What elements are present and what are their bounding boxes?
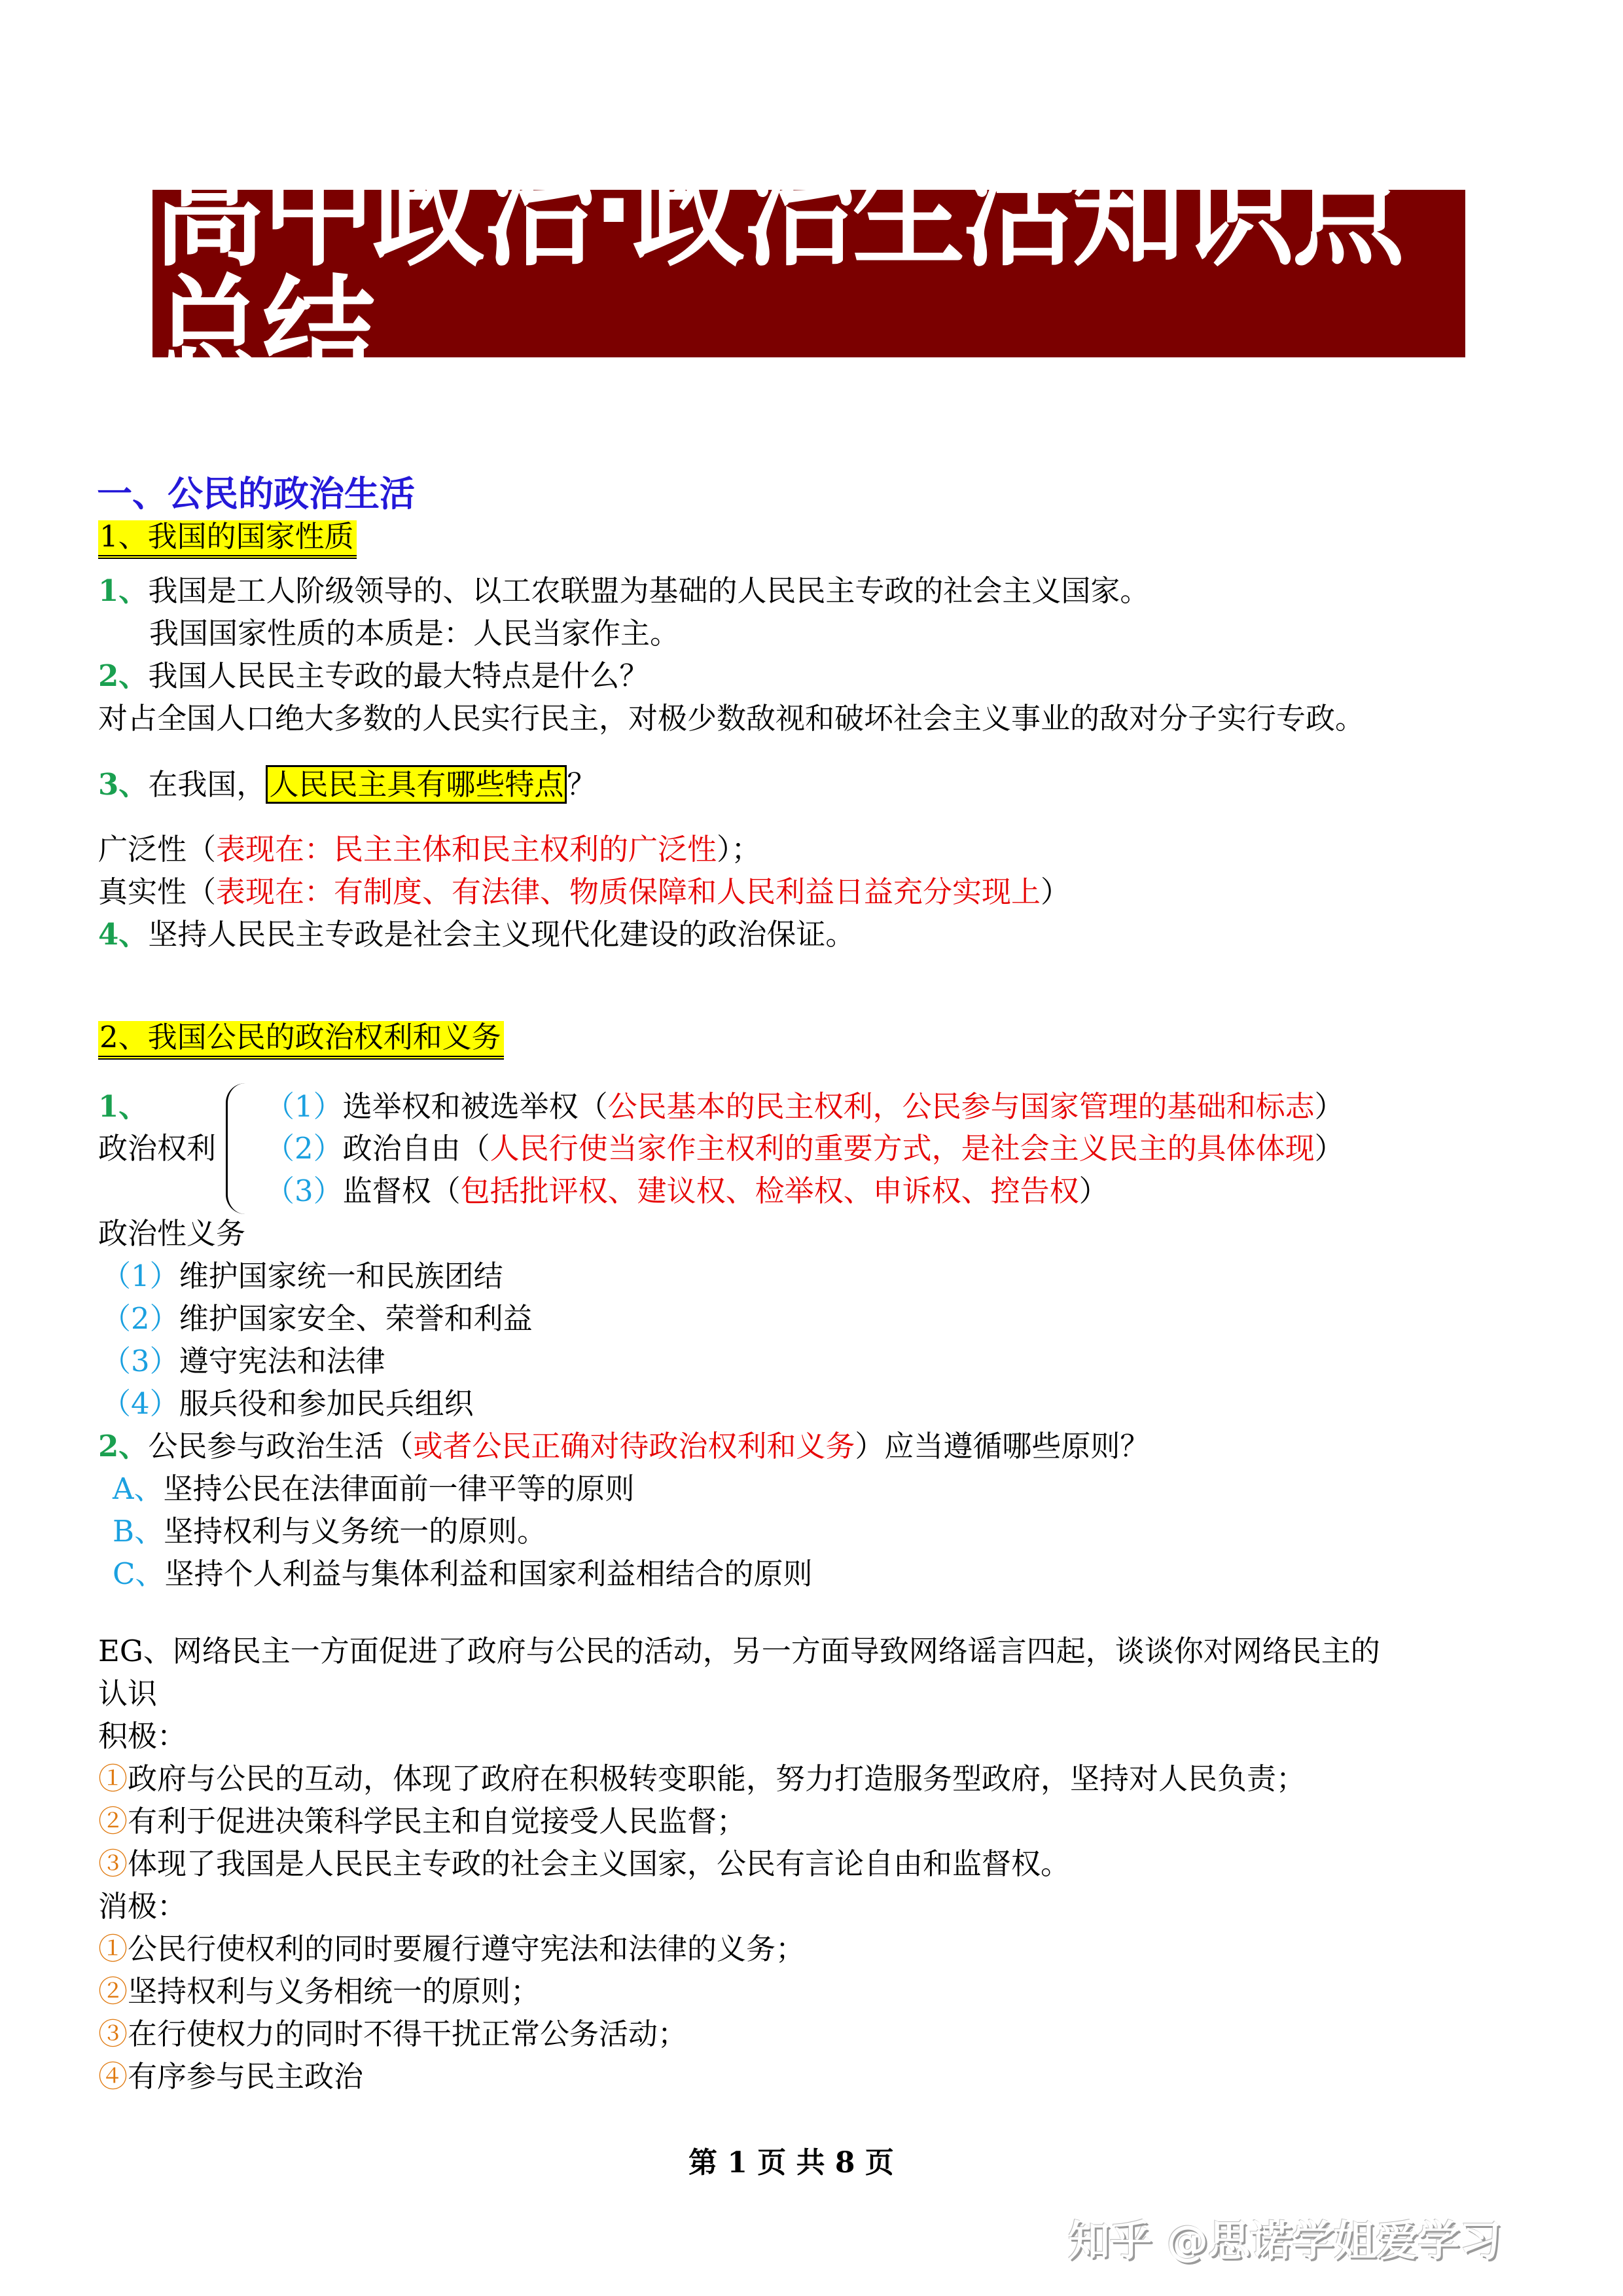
circled-number-icon: ②: [98, 1974, 128, 2009]
right-item: [265, 1176, 1109, 1206]
example-question-line2: 认识: [98, 1676, 158, 1711]
principle-text: 坚持个人利益与集体利益和国家利益相结合的原则: [164, 1556, 813, 1591]
feature-label: 广泛性（: [98, 832, 217, 867]
positive-item: [98, 1846, 1071, 1881]
right-detail: 包括批评权、建议权、检举权、申诉权、控告权: [460, 1174, 1079, 1208]
item-text: 公民行使权利的同时要履行遵守宪法和法律的义务；: [128, 1931, 806, 1966]
feature-authenticity: [98, 874, 1071, 909]
rights-label: 政治权利: [98, 1131, 217, 1166]
item-emphasis: 或者公民正确对待政治权利和义务: [413, 1429, 855, 1463]
highlighted-phrase: 人民民主具有哪些特点: [266, 765, 567, 804]
negative-item: [98, 1931, 806, 1966]
duty-number: （4）: [101, 1386, 179, 1421]
item-number: 2、: [98, 658, 149, 693]
principle-letter: B、: [113, 1514, 164, 1549]
positive-label: 积极：: [98, 1719, 187, 1753]
right-end: ）: [1314, 1131, 1344, 1166]
right-end: ）: [1079, 1174, 1109, 1208]
item-number: 3、: [98, 767, 149, 802]
item-text: 我国国家性质的本质是：人民当家作主。: [149, 616, 680, 651]
feature-label: 真实性（: [98, 874, 217, 909]
feature-detail: 表现在：有制度、有法律、物质保障和人民利益日益充分实现上: [216, 874, 1041, 909]
item-text: 体现了我国是人民民主专政的社会主义国家，公民有言论自由和监督权。: [128, 1846, 1071, 1881]
item-number: 2、: [98, 1429, 149, 1463]
feature-end: ）；: [717, 832, 761, 867]
right-name: 监督权（: [342, 1174, 461, 1208]
duty-number: （2）: [101, 1301, 179, 1336]
duty-item: [101, 1346, 385, 1376]
title-banner: [152, 136, 1465, 410]
principle-letter: A、: [113, 1471, 164, 1506]
item-number: 4、: [98, 917, 149, 952]
duty-text: 服兵役和参加民兵组织: [179, 1386, 474, 1421]
circled-number-icon: ①: [98, 1931, 128, 1966]
list-item: [98, 573, 1150, 608]
item-text: 政府与公民的互动，体现了政府在积极转变职能，努力打造服务型政府，坚持对人民负责；: [128, 1761, 1306, 1796]
item-text: 我国是工人阶级领导的、以工农联盟为基础的人民民主专政的社会主义国家。: [148, 573, 1150, 608]
duty-item: [101, 1301, 533, 1336]
right-number: （1）: [265, 1089, 343, 1124]
feature-end: ）: [1041, 874, 1071, 909]
item-number: 1、: [98, 573, 149, 608]
question-3: [98, 767, 597, 802]
watermark: 知乎 @思诺学姐爱学习: [1068, 2217, 1502, 2266]
principle-item: [113, 1514, 547, 1549]
question-principles: [98, 1431, 1149, 1461]
principle-text: 坚持公民在法律面前一律平等的原则: [163, 1471, 635, 1506]
right-detail: 公民基本的民主权利，公民参与国家管理的基础和标志: [607, 1089, 1315, 1124]
negative-item: [98, 2019, 687, 2049]
negative-item: [98, 2059, 364, 2094]
right-end: ）: [1314, 1089, 1344, 1124]
negative-item: [98, 1974, 541, 2009]
circled-number-icon: ③: [98, 2017, 128, 2051]
page-number: 第 1 页 共 8 页: [688, 2146, 894, 2179]
item-text: 坚持权利与义务相统一的原则；: [128, 1974, 541, 2009]
list-item: [98, 917, 855, 952]
feature-detail: 表现在：民主主体和民主权利的广泛性: [216, 832, 717, 867]
duty-text: 维护国家安全、荣誉和利益: [179, 1301, 533, 1336]
duty-text: 维护国家统一和民族团结: [179, 1259, 503, 1293]
duty-text: 遵守宪法和法律: [179, 1344, 385, 1378]
list-item: [98, 701, 1365, 736]
duty-item: [101, 1386, 474, 1421]
circled-number-icon: ②: [98, 1804, 128, 1839]
negative-label: 消极：: [98, 1889, 187, 1924]
list-item: [149, 616, 680, 651]
feature-breadth: [98, 832, 761, 867]
circled-number-icon: ①: [98, 1761, 128, 1796]
item-text: ？: [567, 767, 597, 802]
right-number: （3）: [265, 1174, 343, 1208]
rights-number: 1、: [98, 1089, 149, 1124]
right-name: 选举权和被选举权（: [342, 1089, 608, 1124]
item-text: 我国人民民主专政的最大特点是什么？: [148, 658, 649, 693]
item-text: 在我国，: [148, 767, 266, 802]
item-text: 公民参与政治生活（: [148, 1429, 414, 1463]
list-item: [98, 658, 649, 693]
duties-label: 政治性义务: [98, 1216, 246, 1251]
principle-text: 坚持权利与义务统一的原则。: [164, 1514, 547, 1549]
brace-bracket: [226, 1083, 246, 1214]
subsection-heading-national-nature: 1、我国的国家性质: [98, 520, 357, 559]
duty-item: [101, 1261, 503, 1291]
item-text: 有序参与民主政治: [128, 2059, 364, 2094]
principle-letter: C、: [113, 1556, 165, 1591]
principle-item: [113, 1556, 813, 1591]
right-item: [265, 1131, 1344, 1166]
positive-item: [98, 1804, 747, 1839]
item-text: 在行使权力的同时不得干扰正常公务活动；: [128, 2017, 688, 2051]
right-item: [265, 1089, 1344, 1124]
duty-number: （3）: [101, 1344, 179, 1378]
item-text: 有利于促进决策科学民主和自觉接受人民监督；: [128, 1804, 747, 1839]
item-text: 对占全国人口绝大多数的人民实行民主，对极少数敌视和破坏社会主义事业的敌对分子实行专政。: [98, 701, 1365, 736]
positive-item: [98, 1761, 1306, 1796]
item-text: ）应当遵循哪些原则？: [855, 1429, 1150, 1463]
circled-number-icon: ④: [98, 2059, 128, 2094]
right-name: 政治自由（: [342, 1131, 490, 1166]
circled-number-icon: ③: [98, 1846, 128, 1881]
example-question-line1: EG、网络民主一方面促进了政府与公民的活动，另一方面导致网络谣言四起，谈谈你对网络民主的: [98, 1634, 1380, 1668]
duty-number: （1）: [101, 1259, 179, 1293]
right-number: （2）: [265, 1131, 343, 1166]
right-detail: 人民行使当家作主权利的重要方式，是社会主义民主的具体体现: [490, 1131, 1315, 1166]
item-text: 坚持人民民主专政是社会主义现代化建设的政治保证。: [148, 917, 855, 952]
page-title: 高中政治·政治生活知识点总结: [152, 136, 1402, 410]
section-heading: 一、公民的政治生活: [97, 473, 415, 514]
principle-item: [113, 1471, 635, 1506]
subsection-heading-rights-duties: 2、我国公民的政治权利和义务: [98, 1021, 504, 1060]
